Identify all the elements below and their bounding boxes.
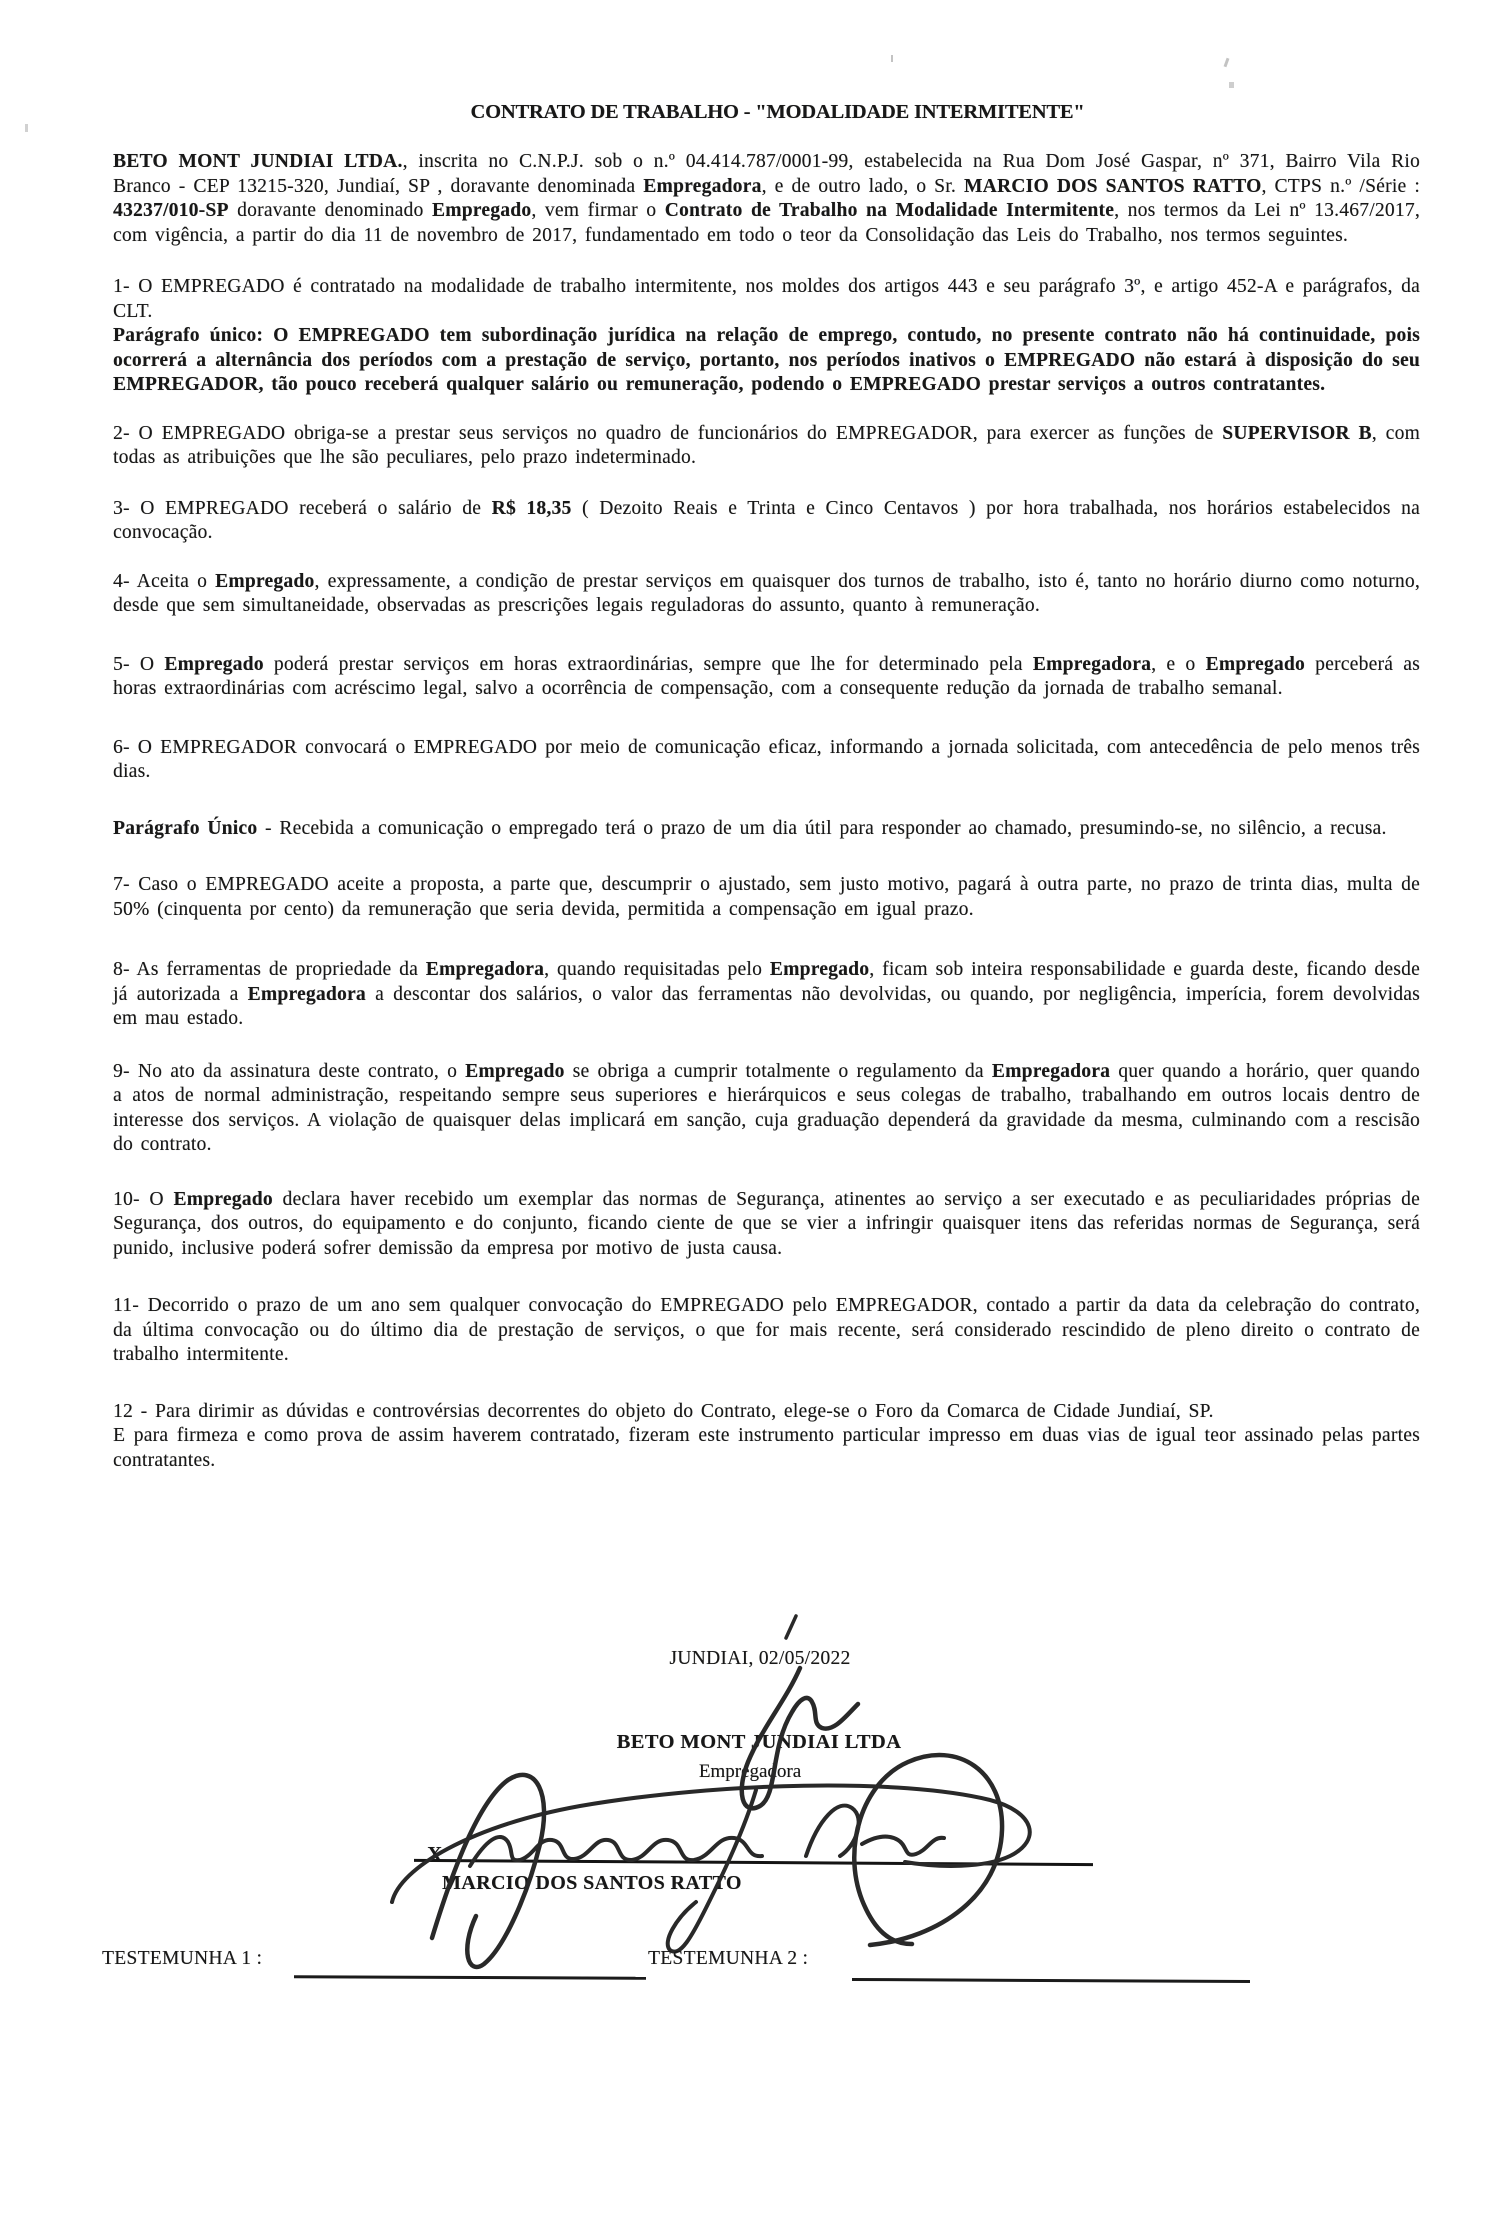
employer-role-label: Empregadora [698,1761,802,1782]
paragraph-clause-10: 10- O Empregado declara haver recebido um exemplar das normas de Segurança, atinentes ao serviço a ser executado e as peculiaridades próprias de Segurança, dos outros, do equipamento e do conjunto, ficando ciente de que se vier a infringir quaisquer itens das referidas normas de Segurança, será punido, inclusive poderá sofrer demissão da empresa por motivo de justa causa. [113,1188,1420,1259]
paragraph-clause-4: 4- Aceita o Empregado, expressamente, a condição de prestar serviços em quaisquer dos turnos de trabalho, isto é, tanto no horário diurno como noturno, desde que sem simultaneidade, observadas as prescrições legais reguladoras do assunto, quanto à remuneração. [113,570,1420,616]
document-title: CONTRATO DE TRABALHO - "MODALIDADE INTERMITENTE" [470,101,1085,123]
paragraph-clause-11: 11- Decorrido o prazo de um ano sem qualquer convocação do EMPREGADO pelo EMPREGADOR, contado a partir da data da celebração do contrato, da última convocação ou do último dia de prestação de serviços, o que for mais recente, será considerado rescindido de pleno direito o contrato de trabalho intermitente. [113,1295,1420,1365]
witness2-label: TESTEMUNHA 2 : [648,1948,809,1969]
paragraph-clause-6: 6- O EMPREGADOR convocará o EMPREGADO por meio de comunicação eficaz, informando a jornada solicitada, com antecedência de pelo menos três dias. [113,736,1420,782]
paragraph-clause-1: 1- O EMPREGADO é contratado na modalidade de trabalho intermitente, nos moldes dos artigos 443 e seu parágrafo 3º, e artigo 452-A e parágrafos, da CLT. [113,276,1420,322]
scan-noise-speck [25,124,28,132]
paragraph-clause-6-unico: Parágrafo Único - Recebida a comunicação o empregado terá o prazo de um dia útil para responder ao chamado, presumindo-se, no silêncio, a recusa. [113,817,1387,839]
paragraph-clause-9: 9- No ato da assinatura deste contrato, o Empregado se obriga a cumprir totalmente o regulamento da Empregadora quer quando a horário, quer quando a atos de normal administração, respeitando sempre seus superiores e hierárquicos e seus colegas de trabalho, trabalhando em outros locais dentro de interesse dos serviços. A violação de quaisquer delas implicará em sanção, cuja graduação dependerá da gravidade da mesma, culminando com a rescisão do contrato. [113,1060,1420,1155]
employee-name: MARCIO DOS SANTOS RATTO [442,1872,742,1894]
witness1-signature-line [294,1975,646,1979]
paragraph-clause-8: 8- As ferramentas de propriedade da Empregadora, quando requisitadas pelo Empregado, ficam sob inteira responsabilidade e guarda deste, ficando desde já autorizada a Empregadora a descontar dos salários, o valor das ferramentas não devolvidas, ou quando, por negligência, imperícia, forem devolvidas em mau estado. [113,959,1420,1029]
paragraph-clause-5: 5- O Empregado poderá prestar serviços em horas extraordinárias, sempre que lhe for determinado pela Empregadora, e o Empregado perceberá as horas extraordinárias com acréscimo legal, salvo a ocorrência de compensação, com a consequente redução da jornada de trabalho semanal. [113,653,1421,699]
paragraph-clause-3: 3- O EMPREGADO receberá o salário de R$ 18,35 ( Dezoito Reais e Trinta e Cinco Centavos ) por hora trabalhada, nos horários estabelecidos na convocação. [113,497,1420,543]
scan-noise-speck [891,55,893,62]
scan-noise-speck [1229,82,1234,88]
paragraph-clause-2: 2- O EMPREGADO obriga-se a prestar seus serviços no quadro de funcionários do EMPREGADOR, para exercer as funções de SUPERVISOR B, com todas as atribuições que lhe são peculiares, pelo prazo indeterminado. [113,422,1420,468]
paragraph-clause-12: 12 - Para dirimir as dúvidas e controvérsias decorrentes do objeto do Contrato, elege-se o Foro da Comarca de Cidade Jundiaí, SP. [113,1400,1214,1422]
place-date: JUNDIAI, 02/05/2022 [669,1648,851,1669]
employee-signature-line [414,1859,1093,1866]
paragraph-clause-7: 7- Caso o EMPREGADO aceite a proposta, a parte que, descumprir o ajustado, sem justo motivo, pagará à outra parte, no prazo de trinta dias, multa de 50% (cinquenta por cento) da remuneração que seria devida, permitida a compensação em igual prazo. [113,874,1420,920]
paragraph-closing: E para firmeza e como prova de assim haverem contratado, fizeram este instrumento particular impresso em duas vias de igual teor assinado pelas partes contratantes. [113,1425,1420,1471]
witness1-label: TESTEMUNHA 1 : [102,1948,263,1969]
paragraph-clause-1-unico: Parágrafo único: O EMPREGADO tem subordinação jurídica na relação de emprego, contudo, no presente contrato não há continuidade, pois ocorrerá a alternância dos períodos com a prestação de serviço, portanto, nos períodos inativos o EMPREGADO não estará à disposição do seu EMPREGADOR, tão pouco receberá qualquer salário ou remuneração, podendo o EMPREGADO prestar serviços a outros contratantes. [113,325,1420,395]
contract-body [113,150,1420,1473]
paragraph-intro: BETO MONT JUNDIAI LTDA., inscrita no C.N.P.J. sob o n.º 04.414.787/0001-99, estabelecida na Rua Dom José Gaspar, nº 371, Bairro Vila Rio Branco - CEP 13215-320, Jundiaí, SP , doravante denominada Empregadora, e de outro lado, o Sr. MARCIO DOS SANTOS RATTO, CTPS n.º /Série : 43237/010-SP doravante denominado Empregado, vem firmar o Contrato de Trabalho na Modalidade Intermitente, nos termos da Lei nº 13.467/2017, com vigência, a partir do dia 11 de novembro de 2017, fundamentado em todo o teor da Consolidação das Leis do Trabalho, nos termos seguintes. [113,151,1421,246]
signature-x-mark: X [427,1842,443,1866]
employer-company-name: BETO MONT JUNDIAI LTDA [616,1731,902,1753]
witness2-signature-line [852,1978,1250,1983]
scan-noise-speck [1224,58,1230,67]
